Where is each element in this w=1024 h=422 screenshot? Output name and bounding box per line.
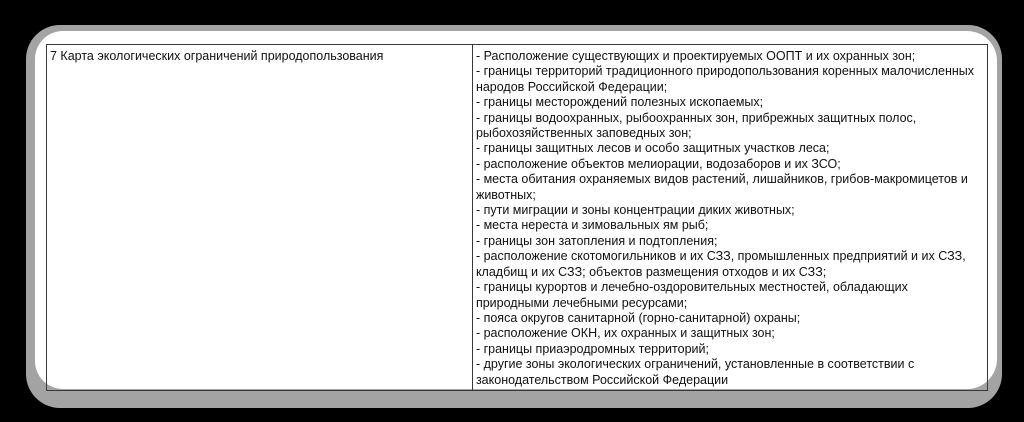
requirement-item: - Расположение существующих и проектируемых ООПТ и их охранных зон; [475, 49, 916, 63]
map-title: 7 Карта экологических ограничений природопользования [50, 49, 384, 63]
requirement-item: - границы водоохранных, рыбоохранных зон, прибрежных защитных полос, рыбохозяйственных заповедных зон; [475, 110, 920, 141]
requirement-item: - пояса округов санитарной (горно-санитарной) охраны; [475, 310, 801, 325]
requirement-item: - расположение ОКН, их охранных и защитных зон; [475, 326, 775, 341]
requirement-item: - границы зон затопления и подтопления; [475, 233, 718, 248]
requirement-item: - границы защитных лесов и особо защитных участков леса; [475, 141, 830, 156]
requirement-item: - другие зоны экологических ограничений, установленные в соответствии с законодательством Российской Федерации [475, 357, 918, 387]
requirement-item: - расположение объектов мелиорации, водозаборов и их ЗСО; [475, 156, 841, 171]
requirement-item: - границы территорий традиционного природопользования коренных малочисленных народов Российской Федерации; [475, 64, 978, 94]
requirement-item: - расположение скотомогильников и их СЗЗ, промышленных предприятий и их СЗЗ, кладбищ и их СЗЗ; объектов размещения отходов и их СЗЗ; [475, 249, 970, 279]
requirement-item: - границы курортов и лечебно-оздоровительных местностей, обладающих природными лечебными ресурсами; [475, 280, 912, 310]
requirements-cell [472, 45, 987, 391]
requirement-item: - места обитания охраняемых видов растений, лишайников, грибов-макромицетов и животных; [475, 172, 972, 202]
requirement-item: - пути миграции и зоны концентрации диких животных; [475, 203, 795, 218]
requirement-item: - границы приаэродромных территорий; [475, 341, 709, 356]
requirement-item: - границы месторождений полезных ископаемых; [475, 95, 764, 110]
requirements-table [46, 44, 988, 391]
requirement-item: - места нереста и зимовальных ям рыб; [475, 218, 709, 233]
table-row [47, 45, 988, 391]
map-title-cell [47, 45, 473, 391]
